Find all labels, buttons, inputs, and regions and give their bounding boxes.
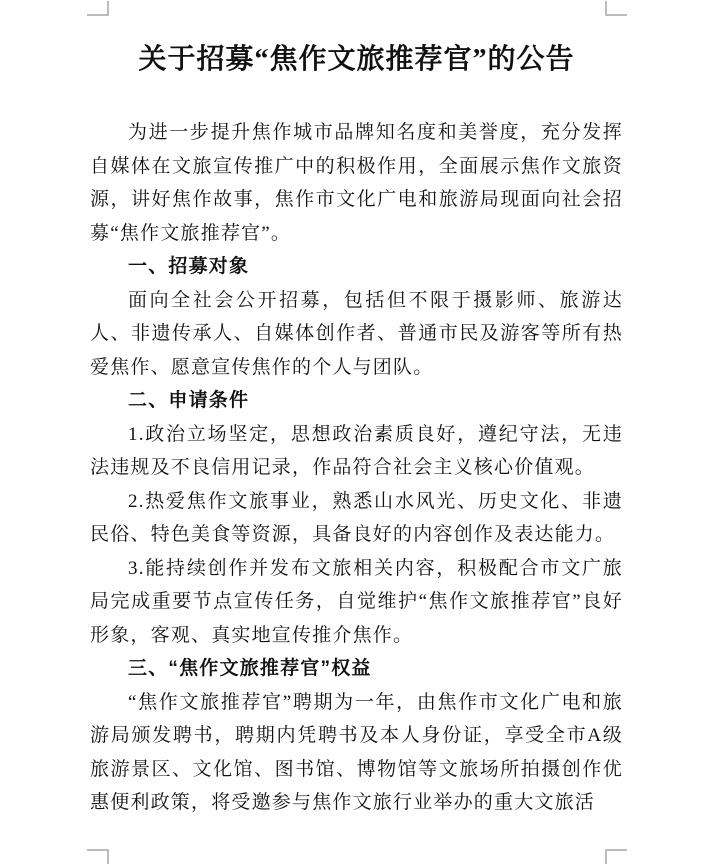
document-title: 关于招募“焦作文旅推荐官”的公告	[138, 44, 575, 75]
paragraph-officer-benefits: “焦作文旅推荐官”聘期为一年，由焦作市文化广电和旅游局颁发聘书，聘期内凭聘书及本人身份证，享受全市A级旅游景区、文化馆、图书馆、博物馆等文旅场所拍摄创作优惠便利政策，将受邀参与焦作文旅行业举办的重大文旅活	[90, 691, 623, 813]
document-body	[90, 0, 623, 820]
paragraph-condition-1: 1.政治立场坚定，思想政治素质良好，遵纪守法，无违法违规及不良信用记录，作品符合社会主义核心价值观。	[90, 423, 623, 478]
paragraph-condition-2: 2.热爱焦作文旅事业，熟悉山水风光、历史文化、非遗民俗、特色美食等资源，具备良好的内容创作及表达能力。	[90, 490, 623, 545]
crop-mark-bottom-right	[605, 849, 627, 864]
crop-mark-bottom-left	[87, 849, 109, 864]
paragraph-condition-3: 3.能持续创作并发布文旅相关内容，积极配合市文广旅局完成重要节点宣传任务，自觉维护“焦作文旅推荐官”良好形象，客观、真实地宣传推介焦作。	[90, 557, 623, 646]
paragraph-intro: 为进一步提升焦作城市品牌知名度和美誉度，充分发挥自媒体在文旅宣传推广中的积极作用，全面展示焦作文旅资源，讲好焦作故事，焦作市文化广电和旅游局现面向社会招募“焦作文旅推荐官”。	[90, 122, 623, 244]
paragraph-recruit-targets: 面向全社会公开招募，包括但不限于摄影师、旅游达人、非遗传承人、自媒体创作者、普通市民及游客等所有热爱焦作、愿意宣传焦作的个人与团队。	[90, 289, 623, 378]
heading-application-conditions: 二、申请条件	[128, 390, 250, 411]
heading-recruit-targets: 一、招募对象	[128, 256, 250, 277]
heading-officer-benefits: 三、“焦作文旅推荐官”权益	[128, 658, 372, 679]
